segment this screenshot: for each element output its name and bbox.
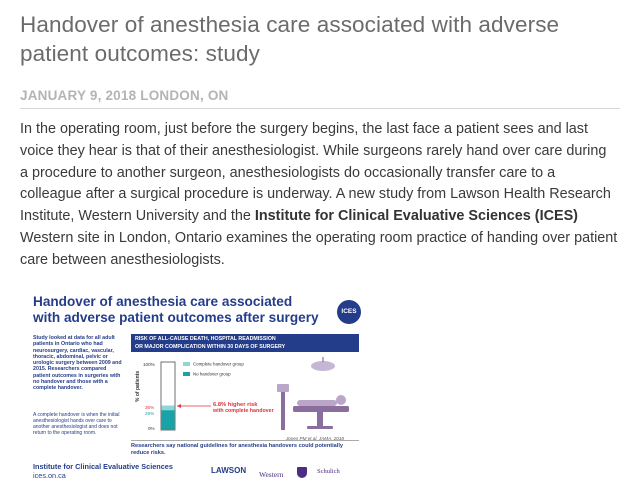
dateline: JANUARY 9, 2018 LONDON, ON [20, 88, 229, 103]
risk-box [131, 334, 359, 352]
ices-link-text[interactable]: Institute for Clinical Evaluative Sciences (ICES) [254, 208, 578, 225]
y-axis-label: % of patients [135, 370, 141, 402]
lawson-logo: LAWSON [211, 466, 247, 475]
tick-29: 29% [145, 411, 155, 416]
infographic [21, 290, 371, 490]
footer-url[interactable]: ices.on.ca [33, 471, 66, 480]
infographic-headline: Handover of anesthesia care associated with adverse patient outcomes after surgery [33, 294, 319, 325]
ices-logo: ICES [337, 300, 361, 324]
tick-36: 36% [145, 405, 155, 410]
bar-no-handover [161, 410, 174, 430]
risk-box-line1: RISK OF ALL-CAUSE DEATH, HOSPITAL READMISSION [135, 336, 276, 342]
risk-arrow-head [177, 404, 181, 408]
risk-box-line2: OR MAJOR COMPLICATION WITHIN 30 DAYS OF SURGERY [135, 344, 286, 350]
citation: Jones PM et al. JAMA. 2018 [286, 436, 344, 441]
tick-0: 0% [148, 426, 155, 431]
legend-none: No handover group [193, 371, 231, 377]
legend-complete: Complete handover group [193, 361, 244, 367]
western-logo: Western [259, 470, 284, 479]
higher-risk-line1: 6.8% higher risk [213, 402, 258, 408]
tick-100: 100% [143, 362, 155, 367]
footer-org-name: Institute for Clinical Evaluative Sciences [33, 462, 173, 471]
schulich-logo: Schulich [317, 468, 340, 475]
article-paragraph [20, 119, 618, 272]
legend-swatch-complete [183, 362, 190, 366]
risk-chart [131, 354, 359, 434]
western-crest-icon [297, 467, 307, 478]
paragraph-text-end: Western site in London, Ontario examines the operating room practice of handing over patient care between anesthesiologists. [20, 229, 618, 268]
legend-swatch-none [183, 372, 190, 376]
risk-chart-svg [131, 354, 359, 434]
bars-group [161, 406, 174, 430]
patient-on-table-icon [277, 357, 349, 430]
article-title: Handover of anesthesia care associated with adverse patient outcomes: study [20, 12, 560, 66]
divider [20, 108, 620, 109]
higher-risk-line2: with complete handover [213, 408, 274, 414]
handover-definition: A complete handover is when the initial anesthesiologist hands over care to another anesthesiologist and does not return to the operating room. [33, 412, 120, 436]
researchers-say: Researchers say national guidelines for anesthesia handovers could potentially reduce risks. [131, 440, 359, 457]
footer-org [33, 462, 213, 480]
paragraph-text: In the operating room, just before the surgery begins, the last face a patient sees and last voice they hear is that of their anesthesiologist. While surgeons rarely hand over care during a procedure to another surgeon, anesthesiologists do occasionally transfer care to a colleague after a surgical procedure is underway. A new study from Lawson Health Research Institute, Western University and the [20, 121, 611, 225]
study-description: Study looked at data for all adult patients in Ontario who had neurosurgery, cardiac, vascular, thoracic, abdominal, pelvic or urologic surgery between 2009 and 2015. Researchers compared patient outcomes in surgeries with no handover and those with a complete handover. [33, 335, 122, 392]
